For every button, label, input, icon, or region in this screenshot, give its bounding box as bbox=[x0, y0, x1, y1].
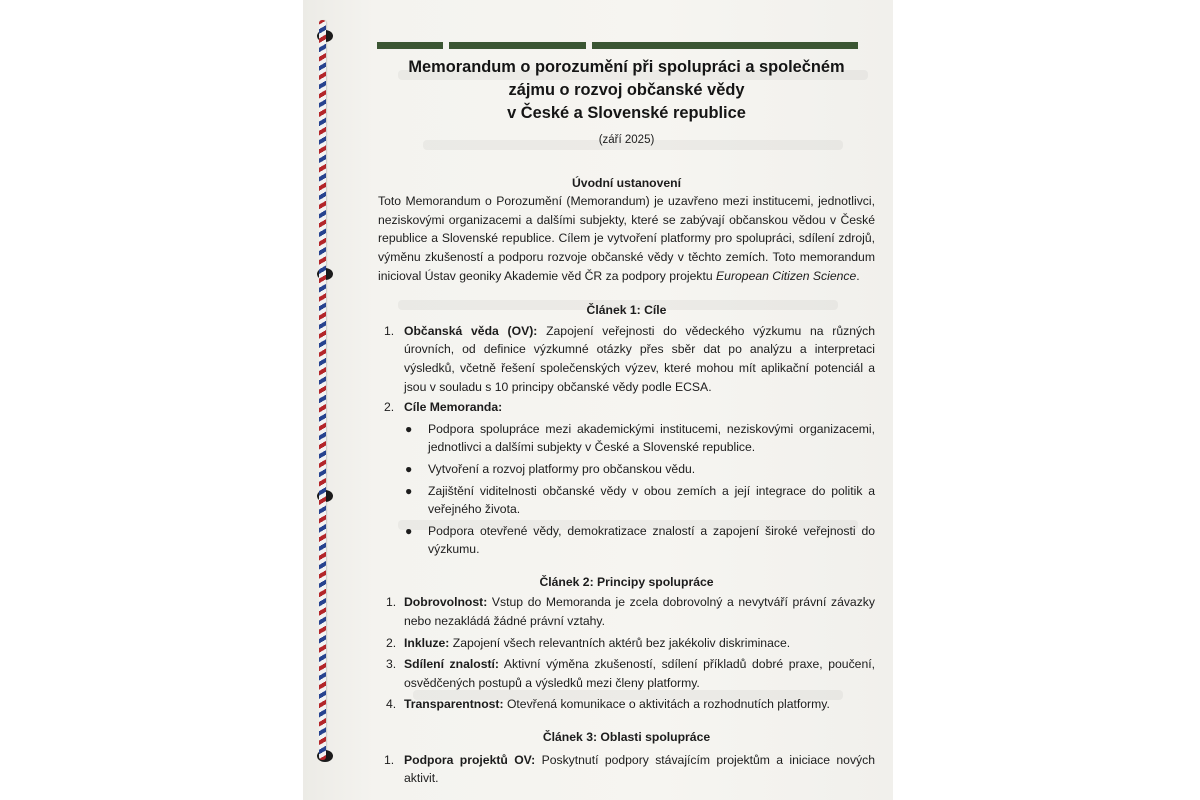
bullet-icon: ● bbox=[405, 483, 413, 498]
article-3-list bbox=[378, 751, 875, 788]
item-number: 1. bbox=[384, 752, 395, 767]
bullet-icon: ● bbox=[405, 523, 413, 538]
bullet-item bbox=[378, 522, 875, 559]
bullet-icon: ● bbox=[405, 421, 413, 436]
bullet-item bbox=[378, 460, 875, 479]
item-text: Vstup do Memoranda je zcela dobrovolný a nevytváří právní závazky nebo nezakládá žádné právní vztahy. bbox=[404, 595, 875, 629]
article-2-heading: Článek 2: Principy spolupráce bbox=[539, 574, 714, 589]
document-page bbox=[303, 0, 893, 800]
item-term: Cíle Memoranda: bbox=[404, 400, 503, 415]
intro-text: Toto Memorandum o Porozumění (Memorandum) je uzavřeno mezi institucemi, jednotlivci, neziskovými organizacemi a dalšími subjekty, které se zabývají občanskou vědou v České republice a Slovenské republice. Cílem je vytvoření platformy pro spolupráci, sdílení zdrojů, výměnu zkušeností a podporu rozvoje občanské vědy v těchto zemích. Toto memorandum inicioval Ústav geoniky Akademie věd ČR za podpory projektu bbox=[378, 194, 875, 283]
bullet-icon: ● bbox=[405, 461, 413, 476]
article-1-heading: Článek 1: Cíle bbox=[586, 303, 667, 318]
list-item bbox=[378, 593, 875, 630]
item-text: Aktivní výměna zkušeností, sdílení příkladů dobré praxe, poučení, osvědčených postupů a výsledků mezi členy platformy. bbox=[404, 657, 875, 690]
article-2-list bbox=[378, 593, 875, 714]
document-body bbox=[378, 56, 875, 788]
document-date: (září 2025) bbox=[598, 134, 655, 146]
item-number: 4. bbox=[386, 697, 397, 712]
bullet-item bbox=[378, 420, 875, 457]
project-name: European Citizen Science bbox=[716, 268, 857, 283]
item-term: Podpora projektů OV: bbox=[404, 752, 536, 767]
bullet-text: Podpora spolupráce mezi akademickými institucemi, neziskovými organizacemi, jednotlivci a dalšími subjekty v České a Slovenské republice. bbox=[428, 421, 875, 455]
item-number: 1. bbox=[386, 595, 397, 610]
list-item bbox=[378, 695, 875, 714]
title-line-1: Memorandum o porozumění při spolupráci a společném bbox=[408, 58, 845, 76]
item-term: Inkluze: bbox=[404, 635, 450, 650]
article-3-heading: Článek 3: Oblasti spolupráce bbox=[542, 730, 711, 745]
tricolor-binding-cord bbox=[319, 20, 326, 760]
item-text: Otevřená komunikace o aktivitách a rozhodnutích platformy. bbox=[506, 697, 830, 712]
title-line-3: v České a Slovenské republice bbox=[507, 104, 746, 122]
bullet-text: Vytvoření a rozvoj platformy pro občanskou vědu. bbox=[428, 461, 696, 476]
title-line-2: zájmu o rozvoj občanské vědy bbox=[508, 81, 745, 99]
header-bar bbox=[449, 42, 586, 49]
bullet-item bbox=[378, 482, 875, 519]
item-text: Poskytnutí podpory stávajícím projektům a iniciace nových aktivit. bbox=[404, 752, 876, 786]
header-bar bbox=[377, 42, 443, 49]
intro-paragraph bbox=[378, 192, 875, 285]
list-item bbox=[378, 634, 875, 653]
item-term: Sdílení znalostí: bbox=[404, 657, 499, 672]
item-term: Občanská věda (OV): bbox=[404, 323, 538, 338]
item-number: 3. bbox=[386, 657, 397, 672]
document-title bbox=[378, 56, 875, 125]
list-item bbox=[378, 322, 875, 396]
item-term: Transparentnost: bbox=[404, 697, 504, 712]
list-item bbox=[378, 398, 875, 417]
intro-heading: Úvodní ustanovení bbox=[571, 175, 682, 190]
list-item bbox=[378, 751, 875, 788]
intro-text-end: . bbox=[856, 268, 860, 283]
item-term: Dobrovolnost: bbox=[404, 595, 488, 610]
article-1-list bbox=[378, 322, 875, 417]
bullet-text: Zajištění viditelnosti občanské vědy v obou zemích a její integrace do politik a veřejného života. bbox=[428, 483, 875, 517]
item-text: Zapojení veřejnosti do vědeckého výzkumu na různých úrovních, od definice výzkumné otázky přes sběr dat po analýzu a interpretaci výsledků, včetně řešení společenských výzev, které mohou mít aplikační potenciál a jsou v souladu s 10 principy občanské vědy podle ECSA. bbox=[404, 323, 875, 394]
goals-bullet-list bbox=[378, 420, 875, 559]
bullet-text: Podpora otevřené vědy, demokratizace znalostí a zapojení široké veřejnosti do výzkumu. bbox=[428, 523, 875, 557]
item-number: 2. bbox=[384, 400, 395, 415]
item-text: Zapojení všech relevantních aktérů bez jakékoliv diskriminace. bbox=[452, 635, 791, 650]
header-bar bbox=[592, 42, 858, 49]
list-item bbox=[378, 655, 875, 692]
item-number: 1. bbox=[384, 323, 395, 338]
item-number: 2. bbox=[386, 635, 397, 650]
